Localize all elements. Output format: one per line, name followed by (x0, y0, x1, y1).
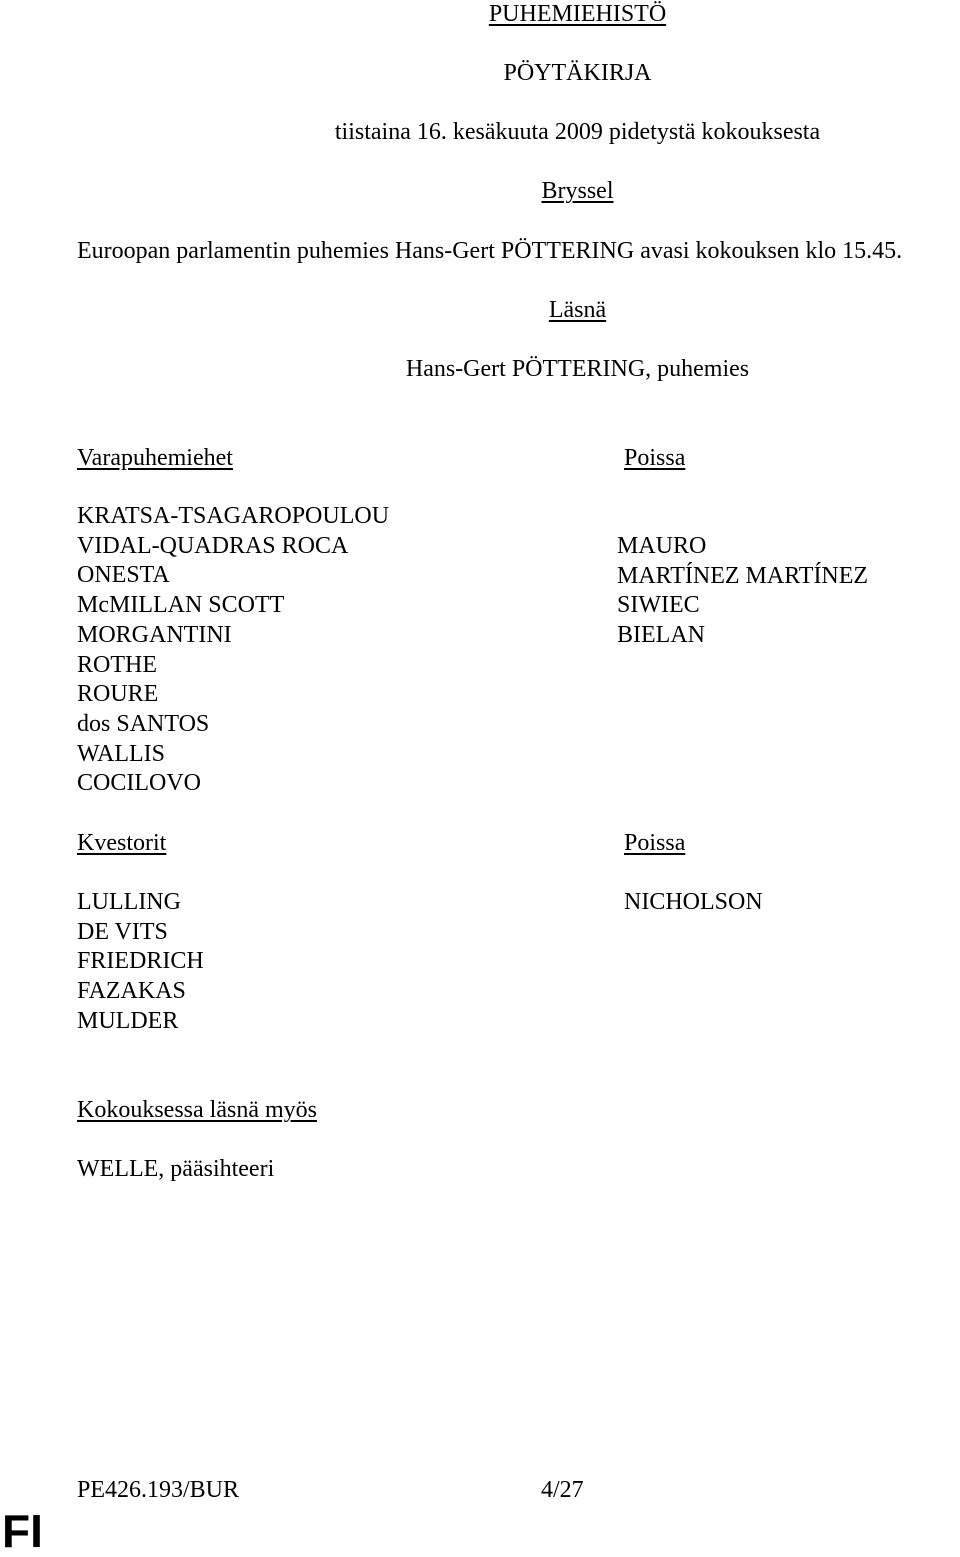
list-item: MORGANTINI (77, 621, 232, 648)
list-item: MULDER (77, 1007, 179, 1034)
list-item: SIWIEC (617, 592, 700, 619)
list-item: NICHOLSON (624, 889, 763, 915)
list-item: MARTÍNEZ MARTÍNEZ (617, 562, 869, 589)
language-code: FI (2, 1505, 43, 1557)
meeting-place: Bryssel (541, 178, 614, 204)
list-item: ONESTA (77, 562, 170, 589)
present-heading: Läsnä (548, 297, 607, 323)
body-title: PUHEMIEHISTÖ (488, 1, 667, 27)
vice-presidents-absent-heading: Poissa (624, 445, 686, 471)
list-item: LULLING (77, 889, 181, 915)
secretary-general-line: WELLE, pääsihteeri (77, 1156, 275, 1182)
list-item: McMILLAN SCOTT (77, 592, 285, 619)
list-item: ROURE (77, 681, 159, 708)
list-item: FRIEDRICH (77, 948, 204, 975)
quaestors-absent-list (624, 888, 763, 918)
president-line: Hans-Gert PÖTTERING, puhemies (405, 356, 750, 382)
list-item: VIDAL-QUADRAS ROCA (77, 532, 349, 559)
list-item: KRATSA-TSAGAROPOULOU (77, 503, 390, 529)
list-item: ROTHE (77, 651, 157, 678)
opening-statement: Euroopan parlamentin puhemies Hans-Gert PÖTTERING avasi kokouksen klo 15.45. (77, 238, 903, 264)
quaestors-list (77, 888, 204, 1037)
meeting-date: tiistaina 16. kesäkuuta 2009 pidetystä kokouksesta (334, 119, 821, 145)
list-item: FAZAKAS (77, 978, 186, 1005)
page-number: 4/27 (541, 1477, 584, 1503)
document-reference: PE426.193/BUR (77, 1477, 240, 1503)
list-item: dos SANTOS (77, 710, 210, 737)
quaestors-absent-heading: Poissa (624, 830, 686, 856)
list-item: COCILOVO (77, 770, 201, 797)
list-item: MAURO (617, 533, 707, 559)
vice-presidents-absent-list (617, 532, 868, 651)
vice-presidents-heading: Varapuhemiehet (77, 445, 233, 471)
quaestors-heading: Kvestorit (77, 830, 167, 856)
also-present-heading: Kokouksessa läsnä myös (77, 1097, 317, 1123)
vice-presidents-list (77, 502, 389, 799)
document-type: PÖYTÄKIRJA (503, 60, 652, 86)
list-item: WALLIS (77, 740, 165, 767)
list-item: DE VITS (77, 918, 168, 945)
list-item: BIELAN (617, 622, 705, 649)
